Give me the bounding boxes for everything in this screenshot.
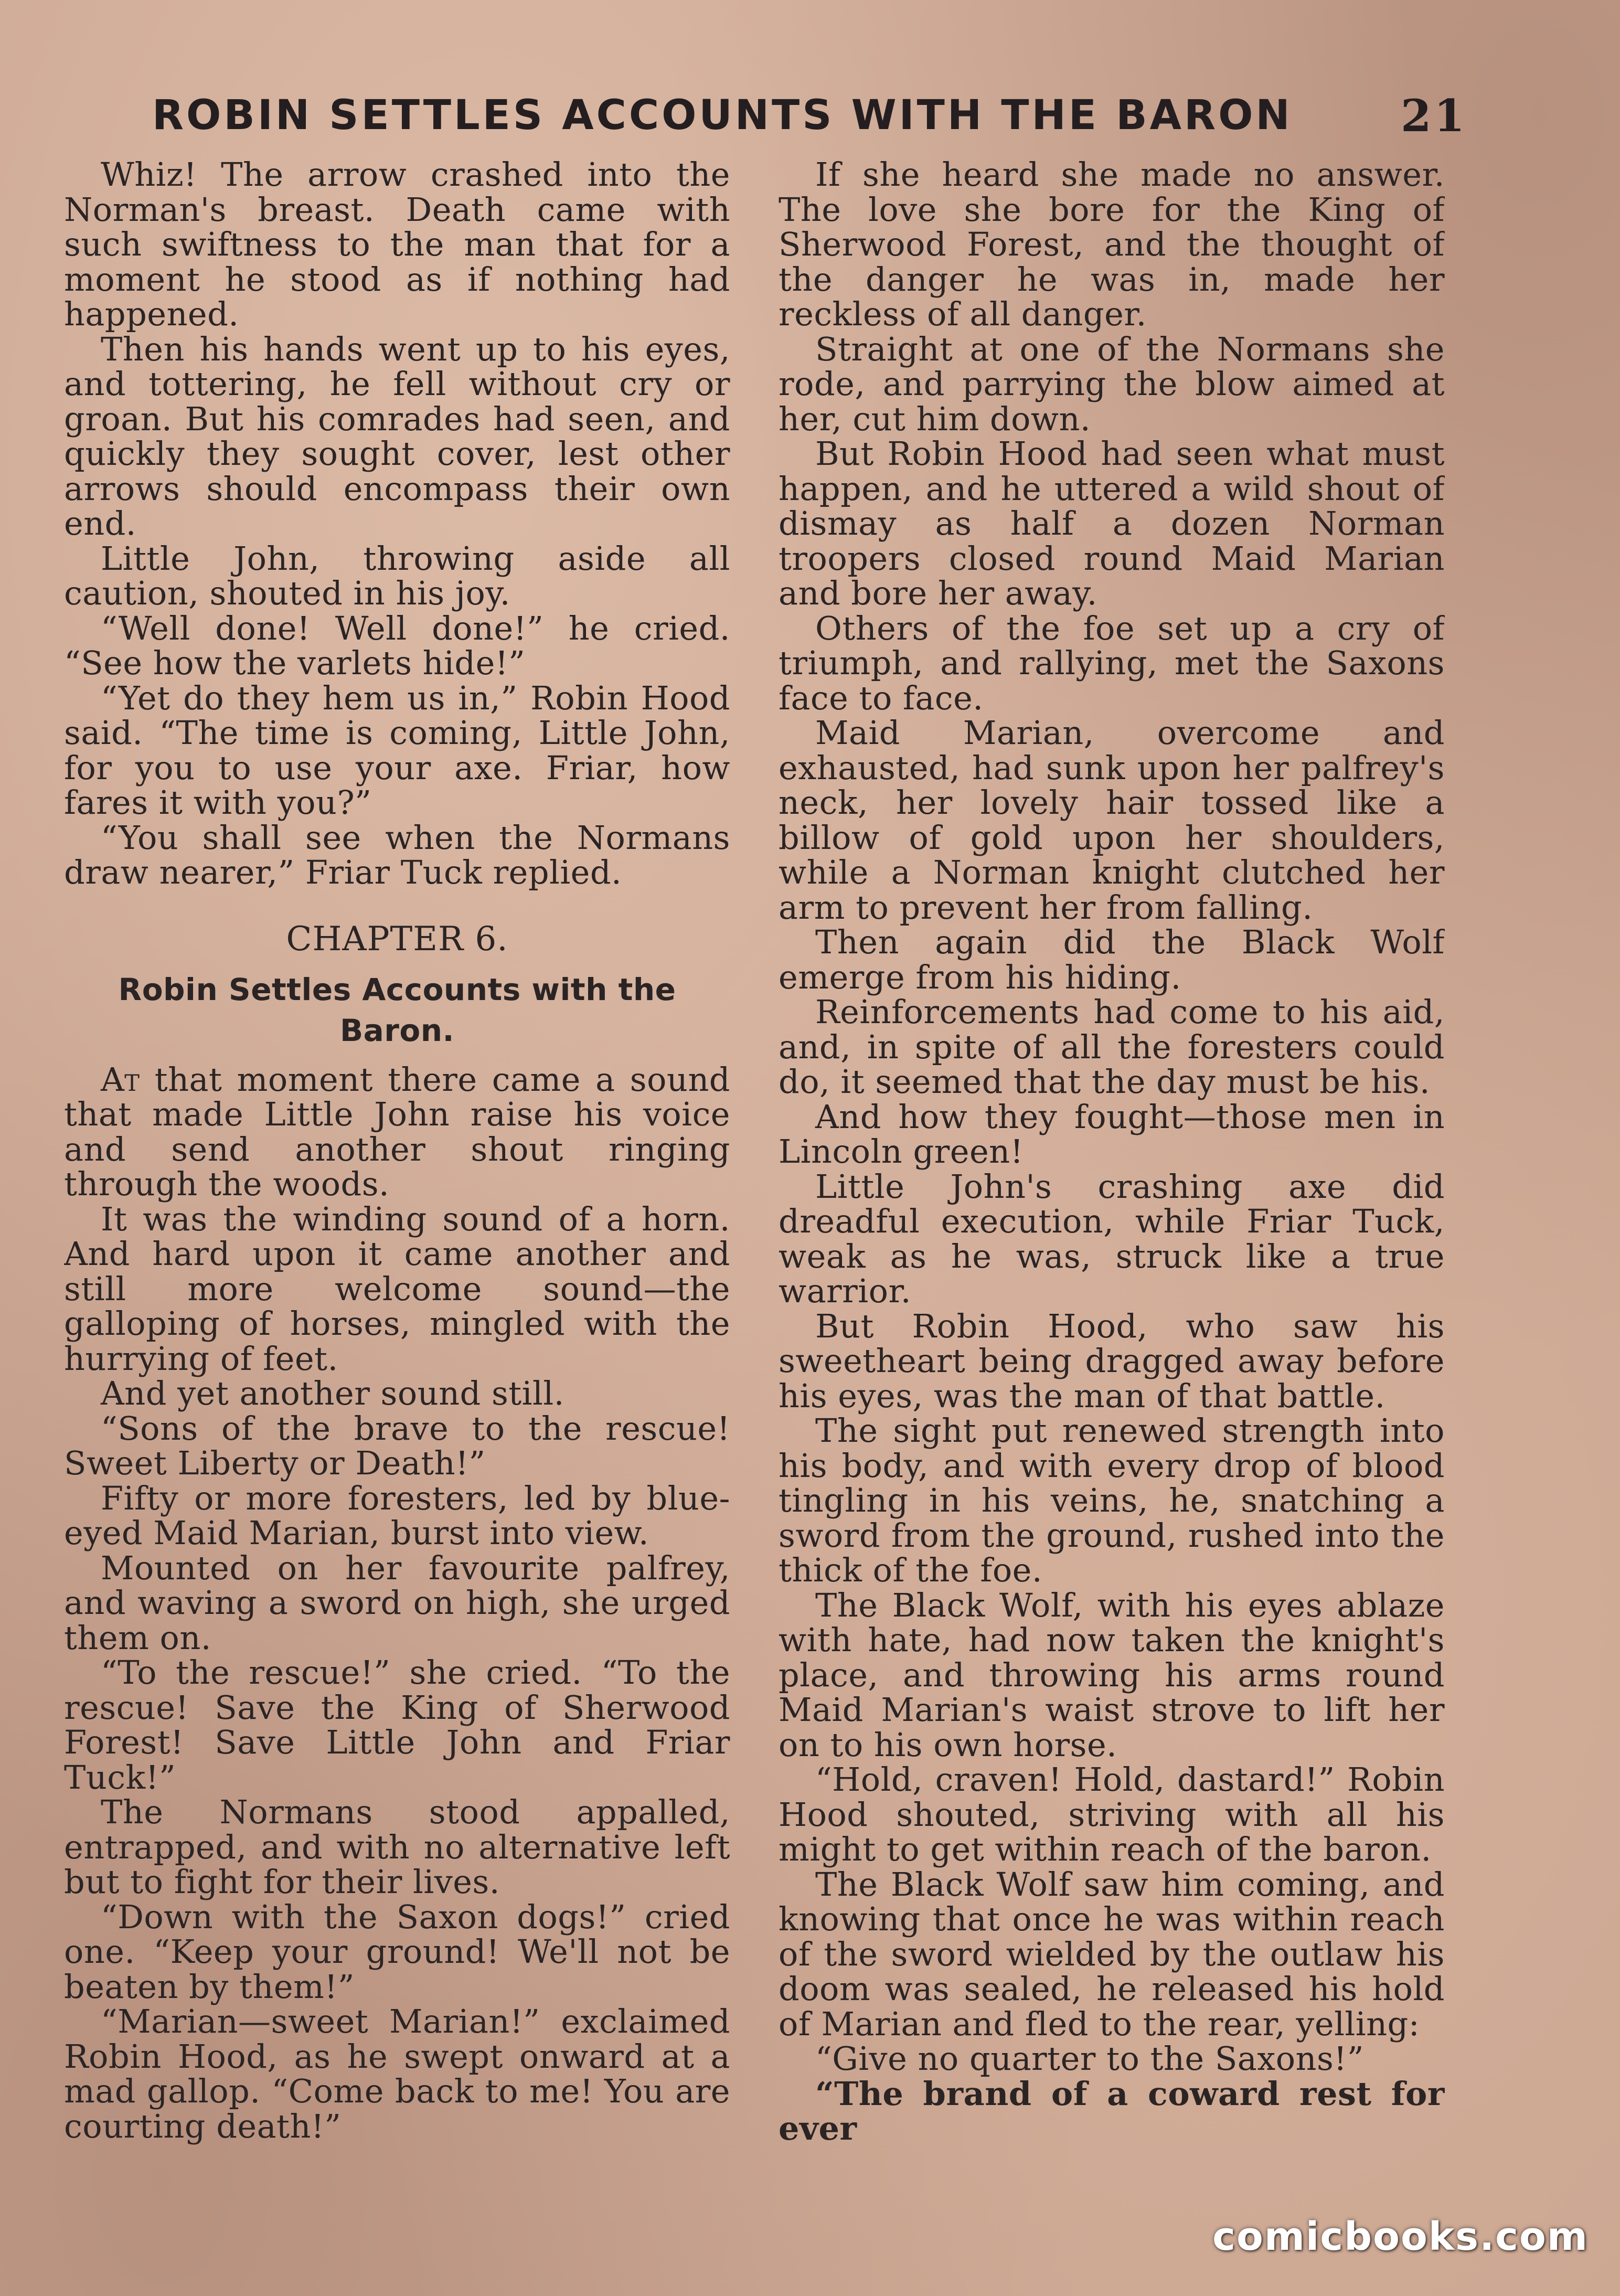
right-column — [779, 157, 1445, 2151]
paragraph: Straight at one of the Normans she rode, and parrying the blow aimed at her, cut him down. — [779, 329, 1445, 438]
chapter-heading: CHAPTER 6. — [286, 919, 508, 959]
left-column — [64, 157, 730, 2151]
paragraph: But Robin Hood, who saw his sweetheart being dragged away before his eyes, was the man of that battle. — [779, 1306, 1445, 1415]
paragraph: And how they fought—those men in Lincoln green! — [779, 1097, 1445, 1171]
first-paragraph-text: that moment there came a sound that made Little John raise his voice and send another shout ringing through the woods. — [64, 1060, 730, 1203]
paragraph: “Hold, craven! Hold, dastard!” Robin Hood shouted, striving with all his might to get within reach of the baron. — [779, 1760, 1445, 1868]
chapter-first-paragraph — [64, 1062, 730, 1202]
paragraph: Little John's crashing axe did dreadful execution, while Friar Tuck, weak as he was, struck like a true warrior. — [779, 1167, 1445, 1310]
paragraph: The Normans stood appalled, entrapped, and with no alternative left but to fight for their lives. — [64, 1793, 730, 1901]
running-title: ROBIN SETTLES ACCOUNTS WITH THE BARON — [152, 92, 1293, 139]
paragraph: “Yet do they hem us in,” Robin Hood said. “The time is coming, Little John, for you to use your axe. Friar, how fares it with you?” — [64, 678, 730, 822]
paragraph: “Sons of the brave to the rescue! Sweet Liberty or Death!” — [64, 1409, 730, 1482]
paragraph: It was the winding sound of a horn. And hard upon it came another and still more welcome sound—the galloping of horses, mingled with the hurrying of feet. — [64, 1199, 730, 1378]
paragraph: The Black Wolf, with his eyes ablaze with hate, had now taken the knight's place, and throwing his arms round Maid Marian's waist strove to lift her on to his own horse. — [779, 1586, 1445, 1764]
running-header — [152, 84, 1467, 147]
paragraph: The Black Wolf saw him coming, and knowing that once he was within reach of the sword wielded by the outlaw his doom was sealed, he released his hold of Marian and fled to the rear, yelling: — [779, 1865, 1445, 2043]
paragraph: Others of the foe set up a cry of triumph, and rallying, met the Saxons face to face. — [779, 609, 1445, 717]
chapter-title: Robin Settles Accounts with the Baron. — [118, 971, 676, 1048]
paragraph: But Robin Hood had seen what must happen, and he uttered a wild shout of dismay as half a dozen Norman troopers closed round Maid Marian and bore her away. — [779, 434, 1445, 612]
paragraph: “Marian—sweet Marian!” exclaimed Robin Hood, as he swept onward at a mad gallop. “Come back to me! You are courting death!” — [64, 2002, 730, 2145]
paragraph: Little John, throwing aside all caution, shouted in his joy. — [64, 539, 730, 612]
paragraph: Whiz! The arrow crashed into the Norman's breast. Death came with such swiftness to the man that for a moment he stood as if nothing had happened. — [64, 157, 730, 333]
paragraph: Fifty or more foresters, led by blue-eyed Maid Marian, burst into view. — [64, 1479, 730, 1552]
paragraph: Then again did the Black Wolf emerge from his hiding. — [779, 923, 1445, 996]
paragraph: “Give no quarter to the Saxons!” — [815, 2039, 1364, 2078]
paragraph: And yet another sound still. — [101, 1374, 564, 1412]
paragraph: “Down with the Saxon dogs!” cried one. “Keep your ground! We'll not be beaten by them!” — [64, 1897, 730, 2006]
paragraph: Reinforcements had come to his aid, and, in spite of all the foresters could do, it seemed that the day must be his. — [779, 993, 1445, 1101]
paragraph: The sight put renewed strength into his body, and with every drop of blood tingling in his veins, he, snatching a sword from the ground, rushed into the thick of the foe. — [779, 1411, 1445, 1589]
paragraph: Then his hands went up to his eyes, and tottering, he fell without cry or groan. But his comrades had seen, and quickly they sought cover, lest other arrows should encompass their own end. — [64, 329, 730, 543]
paragraph: “You shall see when the Normans draw nearer,” Friar Tuck replied. — [64, 818, 730, 891]
paragraph: If she heard she made no answer. The love she bore for the King of Sherwood Forest, and the thought of the danger he was in, made her reckless of all danger. — [779, 157, 1445, 333]
paragraph: Mounted on her favourite palfrey, and waving a sword on high, she urged them on. — [64, 1548, 730, 1657]
paragraph: “To the rescue!” she cried. “To the rescue! Save the King of Sherwood Forest! Save Little John and Friar Tuck!” — [64, 1653, 730, 1797]
paragraph: Maid Marian, overcome and exhausted, had sunk upon her palfrey's neck, her lovely hair tossed like a billow of gold upon her shoulders, while a Norman knight clutched her arm to prevent her from falling. — [779, 714, 1445, 927]
paragraph: “Well done! Well done!” he cried. “See how the varlets hide!” — [64, 609, 730, 682]
page-number: 21 — [1401, 89, 1467, 142]
paragraph: “The brand of a coward rest for ever — [779, 2074, 1445, 2148]
first-word: At — [101, 1060, 140, 1099]
watermark-logo: comicbooks.com — [1212, 2214, 1589, 2259]
